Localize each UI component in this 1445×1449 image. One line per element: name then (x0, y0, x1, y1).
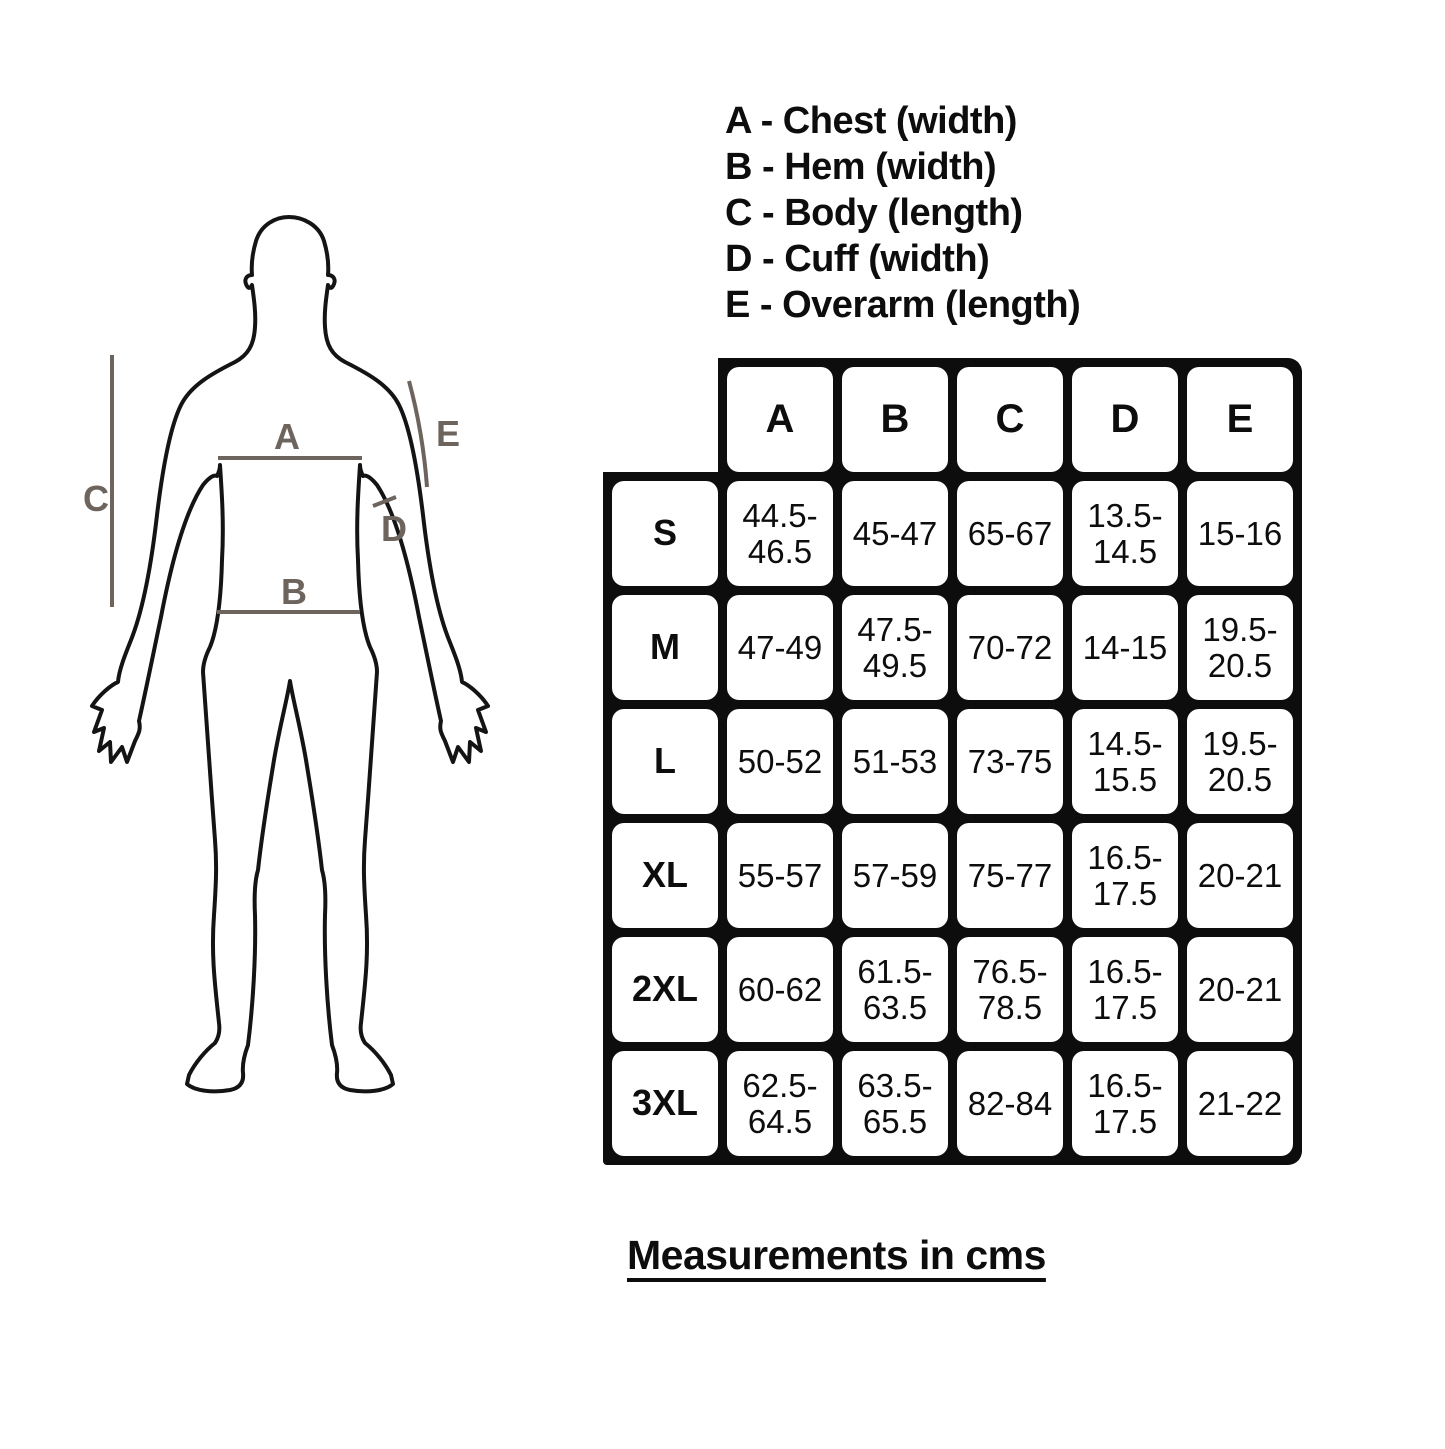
measurement-legend (725, 98, 1080, 328)
column-header-a: A (727, 367, 833, 472)
row-label-3xl: 3XL (612, 1051, 718, 1156)
cell-xl-e: 20-21 (1187, 823, 1293, 928)
cell-m-a: 47-49 (727, 595, 833, 700)
cell-2xl-d: 16.5-17.5 (1072, 937, 1178, 1042)
cell-2xl-e: 20-21 (1187, 937, 1293, 1042)
body-measurement-diagram (45, 185, 515, 1135)
figure-label-d: D (381, 508, 407, 549)
cell-3xl-e: 21-22 (1187, 1051, 1293, 1156)
row-label-s: S (612, 481, 718, 586)
cell-3xl-b: 63.5-65.5 (842, 1051, 948, 1156)
cell-l-e: 19.5-20.5 (1187, 709, 1293, 814)
cell-xl-a: 55-57 (727, 823, 833, 928)
legend-item: A - Chest (width) (725, 100, 1017, 142)
cell-m-c: 70-72 (957, 595, 1063, 700)
cell-s-c: 65-67 (957, 481, 1063, 586)
table-corner-mask (603, 358, 718, 472)
cell-m-e: 19.5-20.5 (1187, 595, 1293, 700)
cell-m-d: 14-15 (1072, 595, 1178, 700)
cell-s-b: 45-47 (842, 481, 948, 586)
cell-xl-d: 16.5-17.5 (1072, 823, 1178, 928)
column-header-e: E (1187, 367, 1293, 472)
measurements-note: Measurements in cms (627, 1232, 1046, 1278)
cell-2xl-c: 76.5-78.5 (957, 937, 1063, 1042)
cell-3xl-c: 82-84 (957, 1051, 1063, 1156)
row-label-l: L (612, 709, 718, 814)
figure-label-c: C (83, 478, 109, 519)
cell-l-b: 51-53 (842, 709, 948, 814)
legend-item: E - Overarm (length) (725, 284, 1081, 326)
cell-2xl-b: 61.5-63.5 (842, 937, 948, 1042)
cell-s-a: 44.5-46.5 (727, 481, 833, 586)
legend-item: D - Cuff (width) (725, 238, 990, 280)
cell-3xl-a: 62.5-64.5 (727, 1051, 833, 1156)
figure-label-e: E (435, 413, 461, 454)
cell-s-d: 13.5-14.5 (1072, 481, 1178, 586)
cell-3xl-d: 16.5-17.5 (1072, 1051, 1178, 1156)
column-header-d: D (1072, 367, 1178, 472)
cell-xl-c: 75-77 (957, 823, 1063, 928)
row-label-xl: XL (612, 823, 718, 928)
cell-l-c: 73-75 (957, 709, 1063, 814)
column-header-b: B (842, 367, 948, 472)
cell-2xl-a: 60-62 (727, 937, 833, 1042)
cell-s-e: 15-16 (1187, 481, 1293, 586)
cell-l-a: 50-52 (727, 709, 833, 814)
row-label-m: M (612, 595, 718, 700)
cell-m-b: 47.5-49.5 (842, 595, 948, 700)
figure-label-b: B (281, 571, 307, 612)
size-table (603, 358, 1302, 1165)
cell-l-d: 14.5-15.5 (1072, 709, 1178, 814)
figure-label-a: A (274, 416, 300, 457)
row-label-2xl: 2XL (612, 937, 718, 1042)
body-outline-path (92, 217, 488, 1091)
cell-xl-b: 57-59 (842, 823, 948, 928)
legend-item: C - Body (length) (725, 192, 1023, 234)
legend-item: B - Hem (width) (725, 146, 997, 188)
column-header-c: C (957, 367, 1063, 472)
